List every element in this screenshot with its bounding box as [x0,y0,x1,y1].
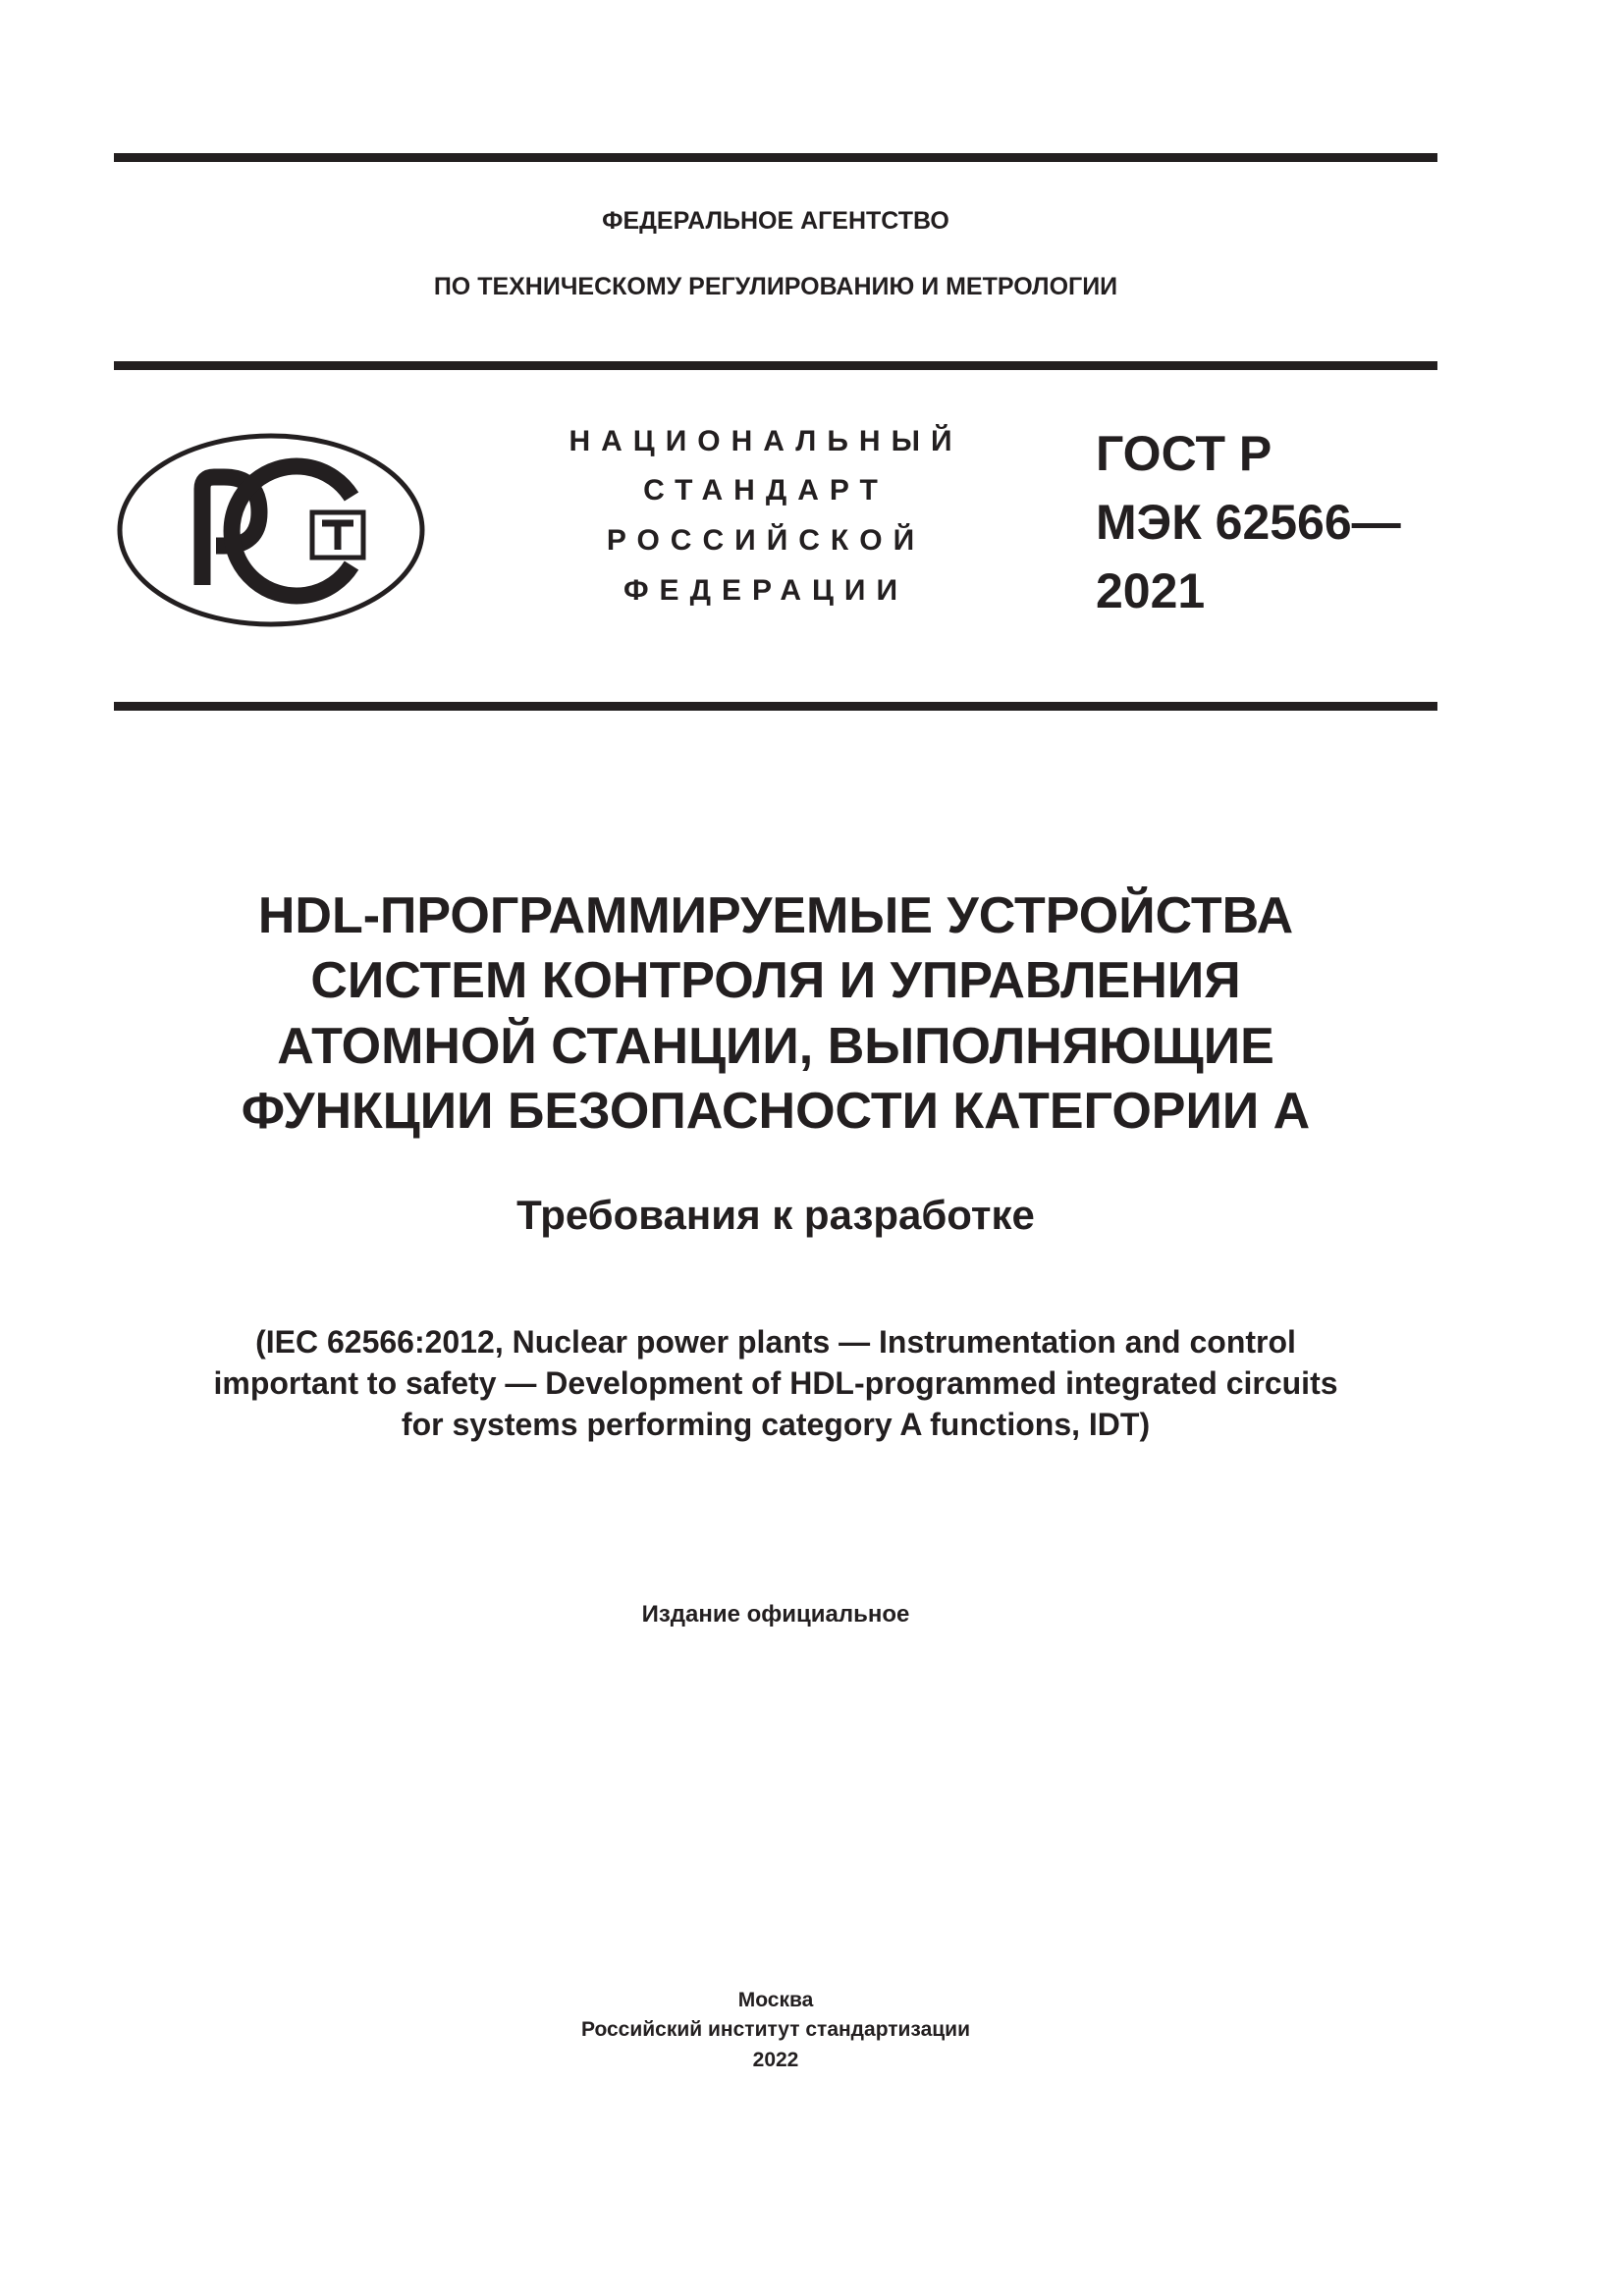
imprint-year: 2022 [752,2049,799,2071]
document-title-line-1: HDL-ПРОГРАММИРУЕМЫЕ УСТРОЙСТВА [257,887,1294,944]
agency-name-line-1: ФЕДЕРАЛЬНОЕ АГЕНТСТВО [602,207,949,235]
edition-label: Издание официальное [641,1601,910,1628]
standard-designation-line-2: МЭК 62566— [1096,495,1401,550]
standard-type-line-3: РОССИЙСКОЙ [606,524,926,557]
standard-type-line-1: НАЦИОНАЛЬНЫЙ [568,425,963,457]
designation-rule [114,702,1437,711]
rst-logo-svg [116,432,426,628]
document-title-line-3: АТОМНОЙ СТАНЦИИ, ВЫПОЛНЯЮЩИЕ [277,1018,1274,1075]
agency-name-line-2: ПО ТЕХНИЧЕСКОМУ РЕГУЛИРОВАНИЮ И МЕТРОЛОГИИ [433,273,1118,300]
international-reference-line-3: for systems performing category A functions, IDT) [401,1407,1151,1442]
standard-type-line-4: ФЕДЕРАЦИИ [623,574,909,607]
document-title-line-4: ФУНКЦИИ БЕЗОПАСНОСТИ КАТЕГОРИИ А [241,1083,1311,1140]
top-rule [114,153,1437,162]
standard-type-line-2: СТАНДАРТ [643,474,889,507]
document-title-line-2: СИСТЕМ КОНТРОЛЯ И УПРАВЛЕНИЯ [310,952,1241,1009]
document-subtitle: Требования к разработке [516,1192,1035,1238]
imprint-city: Москва [737,1989,814,2011]
standard-designation-line-3: 2021 [1096,563,1206,618]
rst-certification-logo-icon [116,432,426,628]
header-rule [114,361,1437,370]
standard-designation-line-1: ГОСТ Р [1096,426,1272,481]
international-reference-line-1: (IEC 62566:2012, Nuclear power plants — Instrumentation and control [255,1324,1296,1360]
imprint-publisher: Российский институт стандартизации [580,2018,971,2041]
international-reference-line-2: important to safety — Development of HDL-programmed integrated circuits [213,1365,1338,1401]
